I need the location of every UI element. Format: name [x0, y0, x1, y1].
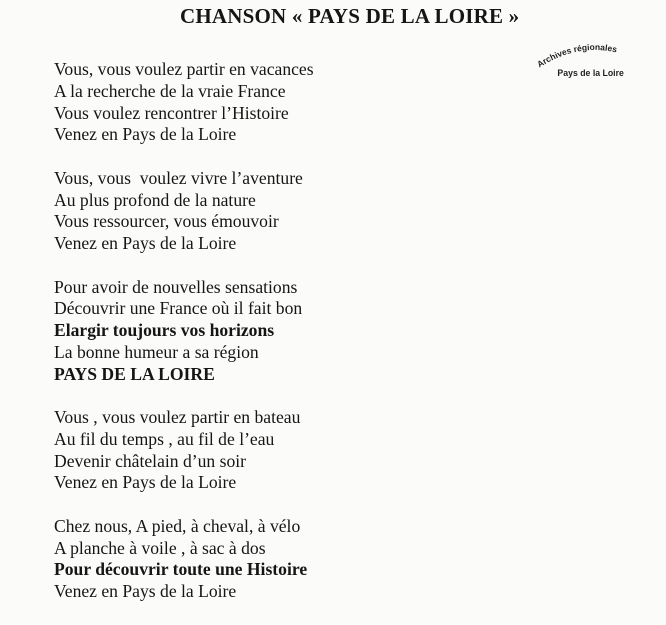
archives-stamp-logo [528, 36, 658, 86]
lyric-line: Vous, vous voulez vivre l’aventure [54, 167, 303, 188]
lyric-line: Au fil du temps , au fil de l’eau [54, 428, 275, 449]
lyric-line: La bonne humeur a sa région [54, 341, 259, 362]
document-title: CHANSON « PAYS DE LA LOIRE » [180, 4, 520, 28]
lyric-line: Venez en Pays de la Loire [54, 581, 237, 601]
lyric-line: Découvrir une France où il fait bon [54, 298, 303, 319]
lyric-line: Venez en Pays de la Loire [54, 233, 237, 253]
lyric-line: Devenir châtelain d’un soir [54, 450, 246, 471]
lyric-line: Pour découvrir toute une Histoire [54, 559, 308, 580]
lyric-line: Vous, vous voulez partir en vacances [54, 59, 314, 79]
lyric-line: A planche à voile , à sac à dos [54, 537, 266, 558]
lyric-line: Vous , vous voulez partir en bateau [54, 407, 301, 427]
lyric-line: Vous voulez rencontrer l’Histoire [54, 102, 289, 123]
svg-text:Archives régionales: Archives régionales [535, 41, 619, 70]
lyric-line: PAYS DE LA LOIRE [54, 363, 215, 384]
stanza [54, 168, 314, 255]
stanza [54, 516, 314, 603]
lyric-line: Chez nous, A pied, à cheval, à vélo [54, 515, 301, 536]
song-lyrics [54, 59, 314, 625]
stanza [54, 59, 314, 146]
stanza [54, 407, 314, 494]
lyric-line: A la recherche de la vraie France [54, 80, 286, 101]
svg-text:Pays de la Loire: Pays de la Loire [557, 67, 624, 79]
lyric-line: Pour avoir de nouvelles sensations [54, 276, 298, 297]
lyric-line: Au plus profond de la nature [54, 189, 256, 210]
stanza [54, 277, 314, 386]
lyric-line: Venez en Pays de la Loire [54, 472, 237, 493]
lyric-line: Elargir toujours vos horizons [54, 320, 275, 340]
lyric-line: Venez en Pays de la Loire [54, 124, 237, 145]
lyric-line: Vous ressourcer, vous émouvoir [54, 211, 279, 232]
